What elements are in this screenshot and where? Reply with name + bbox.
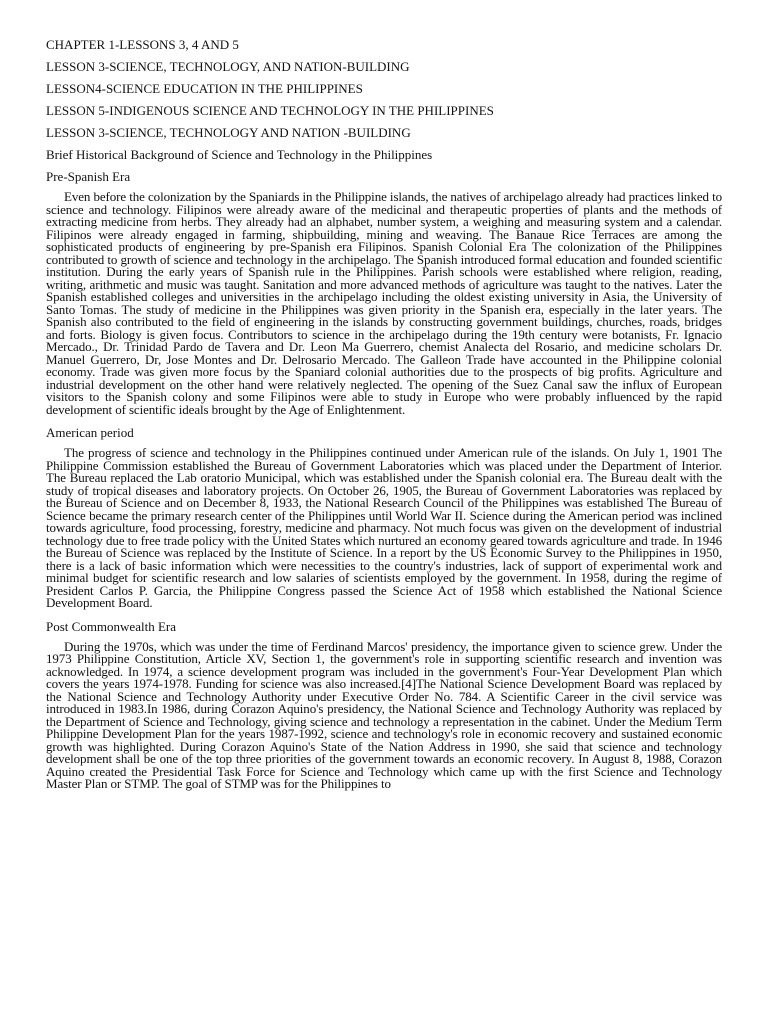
document-page	[46, 37, 722, 800]
chapter-heading: CHAPTER 1-LESSONS 3, 4 AND 5	[46, 37, 239, 52]
section-text-pre-spanish: Even before the colonization by the Spaniards in the Philippine islands, the natives of archipelago already had practices linked to science and technology. Filipinos were already aware of the medicinal and therapeutic properties of plants and the methods of extracting medicine from herbs. They already had an alphabet, number system, a weighing and measuring system and a calendar. Filipinos were already engaged in farming, shipbuilding, mining and weaving. The Banaue Rice Terraces are among the sophisticated products of engineering by pre-Spanish era Filipinos. Spanish Colonial Era The colonization of the Philippines contributed to growth of science and technology in the archipelago. The Spanish introduced formal education and founded scientific institution. During the early years of Spanish rule in the Philippines. Parish schools were established where religion, reading, writing, arithmetic and music was taught. Sanitation and more advanced methods of agriculture was taught to the natives. Later the Spanish established colleges and universities in the archipelago including the oldest existing university in Asia, the University of Santo Tomas. The study of medicine in the Philippines was given priority in the Spanish era, especially in the later years. The Spanish also contributed to the field of engineering in the islands by constructing government buildings, churches, roads, bridges and forts. Biology is given focus. Contributors to science in the archipelago during the 19th century were botanists, Fr. Ignacio Mercado., Dr. Trinidad Pardo de Tavera and Dr. Leon Ma Guerrero, chemist Analecta del Rosario, and medicine scholars Dr. Manuel Guerrero, Dr, Jose Montes and Dr. Delrosario Mercado. The Galleon Trade have accounted in the Philippine colonial economy. Trade was given more focus by the Spaniard colonial authorities due to the prospects of big profits. Agriculture and industrial development on the other hand were relatively neglected. The opening of the Suez Canal saw the influx of European visitors to the Spanish colony and some Filipinos were able to study in Europe who were probably influenced by the rapid development of scientific ideals brought by the Age of Enlightenment.	[46, 189, 722, 417]
section-title-american: American period	[46, 425, 134, 440]
section-title-post-commonwealth: Post Commonwealth Era	[46, 618, 176, 634]
section-text-american: The progress of science and technology in the Philippines continued under American rule of the islands. On July 1, 1901 The Philippine Commission established the Bureau of Government Laboratories which was placed under the Department of Interior. The Bureau replaced the Lab oratorio Municipal, which was established under the Spanish colonial era. The Bureau dealt with the study of tropical diseases and laboratory projects. On October 26, 1905, the Bureau of Government Laboratories was replaced by the Bureau of Science and on December 8, 1933, the National Research Council of the Philippines was established The Bureau of Science became the primary research center of the Philippines until World War II. Science during the American period was inclined towards agriculture, food processing, forestry, medicine and pharmacy. Not much focus was given on the development of industrial technology due to free trade policy with the United States which nurtured an economy geared towards agriculture and trade. In 1946 the Bureau of Science was replaced by the Institute of Science. In a report by the US Economic Survey to the Philippines in 1950, there is a lack of basic information which were necessities to the country's industries, lack of support of experimental work and minimal budget for scientific research and low salaries of scientists employed by the government. In 1958, during the regime of President Carlos P. Garcia, the Philippine Congress passed the Science Act of 1958 which established the National Science Development Board.	[46, 445, 722, 610]
lesson-4-heading: LESSON4-SCIENCE EDUCATION IN THE PHILIPPINES	[46, 81, 363, 96]
lesson-3-repeat-heading: LESSON 3-SCIENCE, TECHNOLOGY AND NATION -BUILDING	[46, 125, 411, 140]
section-title-pre-spanish: Pre-Spanish Era	[46, 169, 131, 184]
section-text-post-commonwealth: During the 1970s, which was under the time of Ferdinand Marcos' presidency, the importance given to science grew. Under the 1973 Philippine Constitution, Article XV, Section 1, the government's role in supporting scientific research and invention was acknowledged. In 1974, a science development program was included in the government's Four-Year Development Plan which covers the years 1974-1978. Funding for science was also increased.[4]The National Science Development Board was replaced by the National Science and Technology Authority under Executive Order No. 784. A Scientific Career in the civil service was introduced in 1983.In 1986, during Corazon Aquino's presidency, the National Science and Technology Authority was replaced by the Department of Science and Technology, giving science and technology a representation in the cabinet. Under the Medium Term Philippine Development Plan for the years 1987-1992, science and technology's role in economic recovery and sustained economic growth was highlighted. During Corazon Aquino's State of the Nation Address in 1990, she said that science and technology development shall be one of the top three priorities of the government towards an economic recovery. In August 8, 1988, Corazon Aquino created the Presidential Task Force for Science and Technology which came up with the first Science and Technology Master Plan or STMP. The goal of STMP was for the Philippines to	[46, 638, 722, 791]
lesson-5-heading: LESSON 5-INDIGENOUS SCIENCE AND TECHNOLOGY IN THE PHILIPPINES	[46, 103, 494, 118]
lesson-3-heading: LESSON 3-SCIENCE, TECHNOLOGY, AND NATION-BUILDING	[46, 59, 410, 74]
background-heading: Brief Historical Background of Science and Technology in the Philippines	[46, 147, 433, 162]
